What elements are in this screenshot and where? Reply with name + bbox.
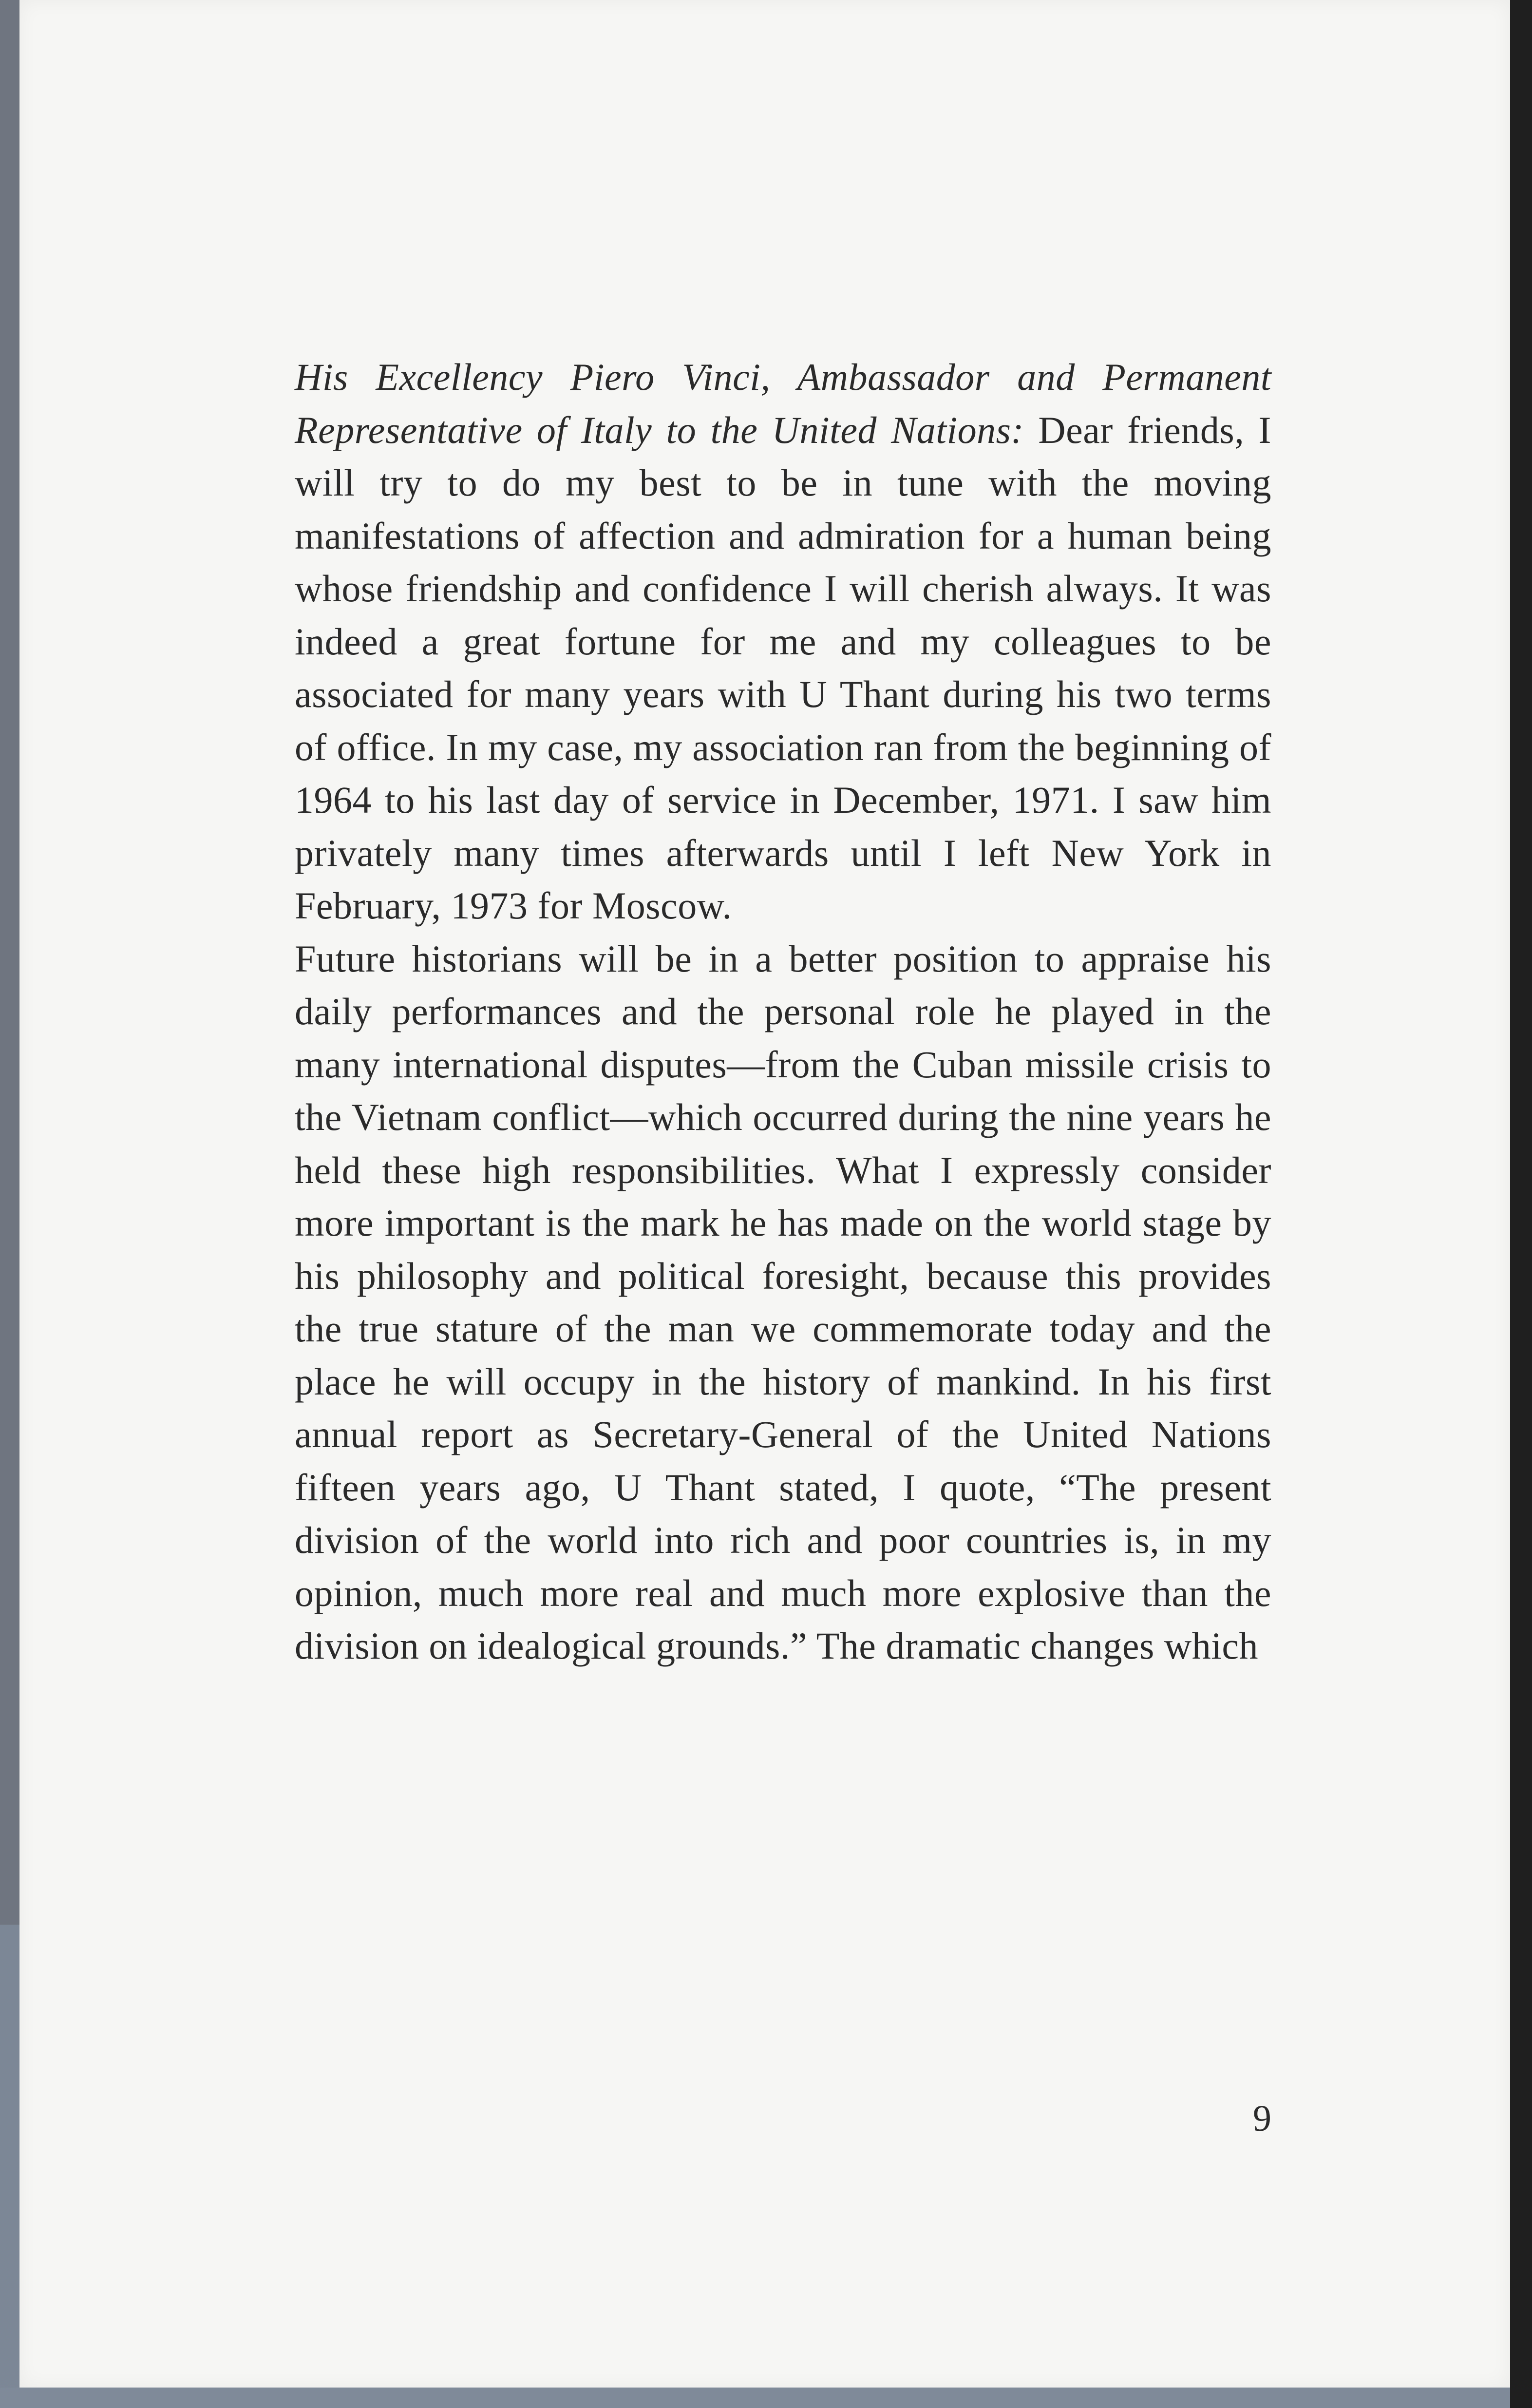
scan-right-edge (1510, 0, 1532, 2408)
page-number: 9 (1253, 2098, 1271, 2139)
body-text (295, 351, 1271, 1673)
paragraph-second: Future historians will be in a better position to appraise his daily performances and the personal role he played in the many international disputes—from the Cuban missile crisis to the Vietnam conflict—which occurred during the nine years he held these high responsibilities. What I expressly consider more important is the mark he has made on the world stage by his philosophy and political foresight, because this provides the true stature of the man we commemorate today and the place he will occupy in the history of mankind. In his first annual report as Secretary-General of the United Nations fifteen years ago, U Thant stated, I quote, “The present division of the world into rich and poor countries is, in my opinion, much more real and much more explosive than the division on idealogical grounds.” The dramatic changes which (295, 937, 1271, 1667)
scan-left-shadow (0, 1925, 19, 2408)
scan-bottom-shadow (0, 2388, 1510, 2408)
speaker-attribution: His Excellency Piero Vinci, Ambassador and Permanent Representative of Italy to the United Nations: (295, 356, 1271, 451)
paragraph-first-text: Dear friends, I will try to do my best to be in tune with the moving manifestations of affection and admiration for a human being whose friendship and confidence I will cherish always. It was indeed a great fortune for me and my colleagues to be associated for many years with U Thant during his two terms of office. In my case, my association ran from the beginning of 1964 to his last day of service in December, 1971. I saw him privately many times afterwards until I left New York in February, 1973 for Moscow. (295, 408, 1271, 927)
document-page (19, 0, 1510, 2388)
paragraph-first (295, 351, 1271, 933)
